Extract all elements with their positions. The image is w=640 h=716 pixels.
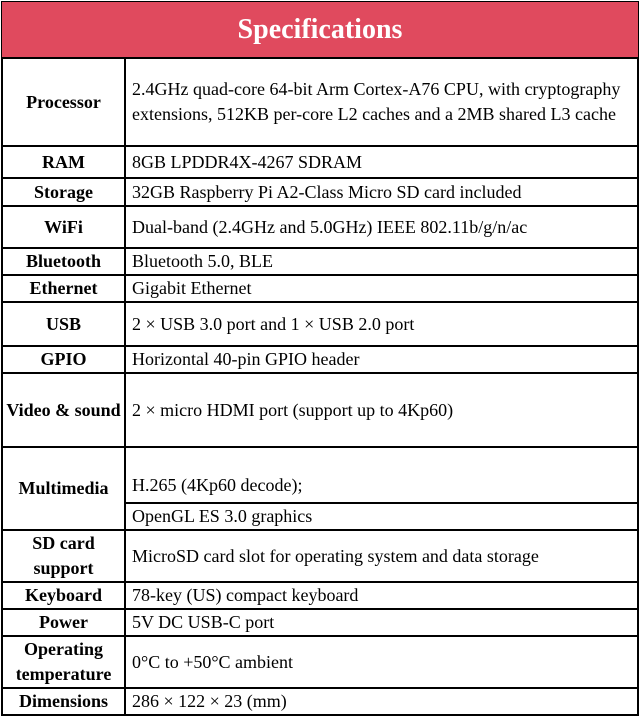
spec-value: 2.4GHz quad-core 64-bit Arm Cortex-A76 CPU, with cryptography extensions, 512KB per-core L2 caches and a 2MB shared L3 cache bbox=[125, 58, 638, 146]
spec-row-processor bbox=[2, 58, 638, 146]
spec-label: USB bbox=[2, 302, 125, 346]
spec-value: Horizontal 40-pin GPIO header bbox=[125, 346, 638, 373]
spec-row-gpio bbox=[2, 346, 638, 373]
spec-label: Dimensions bbox=[2, 688, 125, 715]
spec-value: Gigabit Ethernet bbox=[125, 275, 638, 302]
spec-value: Dual-band (2.4GHz and 5.0GHz) IEEE 802.11b/g/n/ac bbox=[125, 206, 638, 248]
spec-label: Multimedia bbox=[2, 447, 125, 530]
spec-value: 8GB LPDDR4X-4267 SDRAM bbox=[125, 146, 638, 178]
spec-row-operating-temperature bbox=[2, 636, 638, 688]
spec-label: GPIO bbox=[2, 346, 125, 373]
spec-row-power bbox=[2, 609, 638, 636]
spec-row-video-sound bbox=[2, 373, 638, 447]
spec-value: 78-key (US) compact keyboard bbox=[125, 582, 638, 609]
spec-label: Operating temperature bbox=[2, 636, 125, 688]
spec-label: WiFi bbox=[2, 206, 125, 248]
spec-row-storage bbox=[2, 178, 638, 206]
spec-row-wifi bbox=[2, 206, 638, 248]
specifications-table bbox=[1, 57, 639, 716]
spec-row-sd-card bbox=[2, 530, 638, 582]
spec-value: H.265 (4Kp60 decode); bbox=[125, 447, 638, 503]
spec-label: Ethernet bbox=[2, 275, 125, 302]
spec-label: Power bbox=[2, 609, 125, 636]
specifications-table-container bbox=[1, 1, 639, 711]
spec-label: SD card support bbox=[2, 530, 125, 582]
spec-row-usb bbox=[2, 302, 638, 346]
spec-value: 0°C to +50°C ambient bbox=[125, 636, 638, 688]
spec-row-keyboard bbox=[2, 582, 638, 609]
spec-label: Bluetooth bbox=[2, 248, 125, 275]
spec-value: 286 × 122 × 23 (mm) bbox=[125, 688, 638, 715]
spec-label: Video & sound bbox=[2, 373, 125, 447]
spec-value: Bluetooth 5.0, BLE bbox=[125, 248, 638, 275]
spec-value: 2 × USB 3.0 port and 1 × USB 2.0 port bbox=[125, 302, 638, 346]
spec-row-bluetooth bbox=[2, 248, 638, 275]
spec-row-multimedia-1 bbox=[2, 447, 638, 503]
spec-label: Processor bbox=[2, 58, 125, 146]
spec-row-ram bbox=[2, 146, 638, 178]
specifications-title: Specifications bbox=[1, 1, 639, 57]
spec-value: 5V DC USB-C port bbox=[125, 609, 638, 636]
spec-label: Storage bbox=[2, 178, 125, 206]
spec-row-dimensions bbox=[2, 688, 638, 715]
spec-value: 2 × micro HDMI port (support up to 4Kp60) bbox=[125, 373, 638, 447]
spec-label: Keyboard bbox=[2, 582, 125, 609]
spec-label: RAM bbox=[2, 146, 125, 178]
spec-value: OpenGL ES 3.0 graphics bbox=[125, 503, 638, 530]
spec-value: MicroSD card slot for operating system and data storage bbox=[125, 530, 638, 582]
spec-value: 32GB Raspberry Pi A2-Class Micro SD card included bbox=[125, 178, 638, 206]
spec-row-ethernet bbox=[2, 275, 638, 302]
